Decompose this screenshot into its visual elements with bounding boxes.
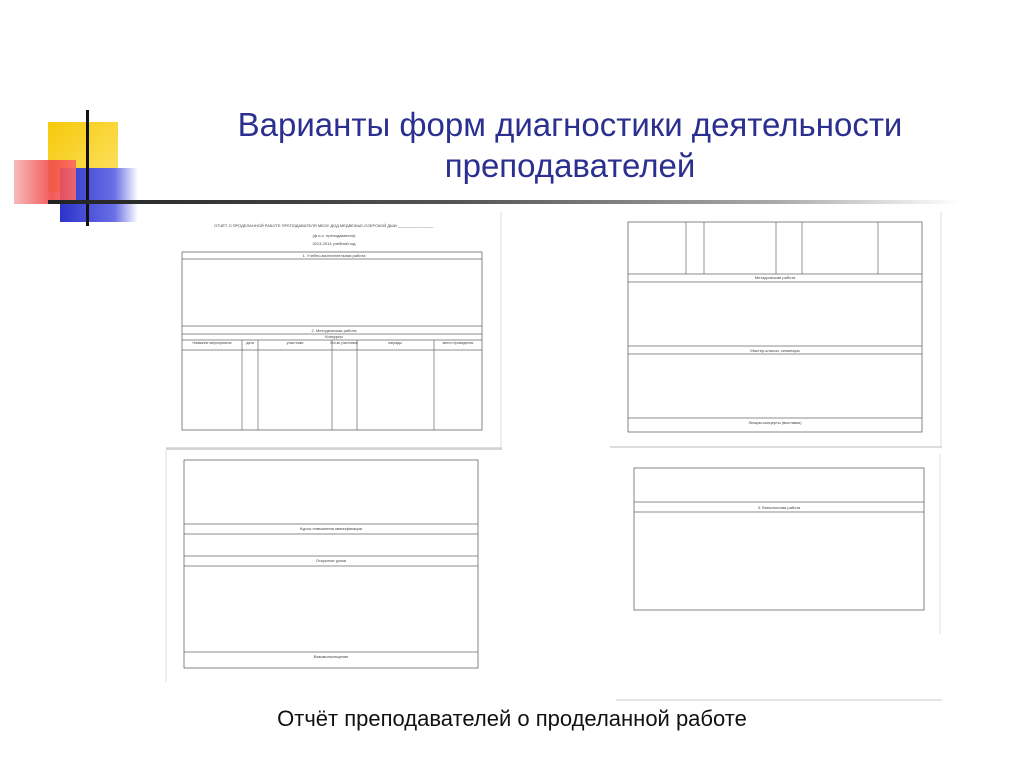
form-scan-2 — [608, 210, 944, 450]
form-scan-2-drawing — [608, 210, 944, 450]
form-3-section-visits: Взаимопосещение — [313, 654, 349, 659]
slide-title-line-2: преподавателей — [444, 147, 696, 184]
form-1-col-5: награды — [388, 341, 402, 345]
decor-red-square — [14, 160, 76, 204]
form-2-section-method: Методическая работа — [754, 275, 796, 280]
form-scan-3-drawing — [164, 448, 504, 684]
form-1-col-2: дата — [246, 341, 254, 345]
form-1-year: 2013-2014 учебный год — [312, 241, 356, 246]
form-scan-4-drawing — [608, 448, 944, 702]
form-1-heading: ОТЧЁТ О ПРОДЕЛАННОЙ РАБОТЕ ПРЕПОДАВАТЕЛЯ МБОУ ДОД МЕДВЕЖЬЕ-ОЗЕРСКОЙ ДШИ ________________ — [214, 223, 434, 228]
form-1-section-2: 2. Методическая работа — [311, 328, 357, 333]
form-1-col-3: участники — [286, 341, 304, 345]
form-1-col-1: Название мероприятия — [192, 341, 232, 345]
form-1-col-6: место проведения — [442, 341, 474, 345]
form-1-col-4: Кол-во участников — [330, 341, 358, 345]
form-scan-3 — [164, 448, 504, 684]
form-3-section-lessons: Открытые уроки — [315, 558, 347, 563]
form-1-subsection: Конкурсы — [325, 334, 343, 339]
form-scan-4 — [608, 448, 944, 702]
form-4-section-extra: 3. Внеклассная работа — [757, 505, 801, 510]
form-scan-1 — [164, 210, 504, 450]
form-2-section-concerts: Лекции-концерты (выставки) — [748, 420, 802, 425]
decor-vertical-line — [86, 110, 89, 226]
slide-caption: Отчёт преподавателей о проделанной работе — [277, 706, 747, 731]
form-2-section-master: Мастер-классы, семинары — [750, 348, 800, 353]
form-3-section-courses: Курсы повышения квалификации — [299, 526, 363, 531]
form-scan-1-drawing — [164, 210, 504, 450]
form-1-subheading: (ф.и.о. преподавателя) — [312, 233, 356, 238]
slide-title-line-1: Варианты форм диагностики деятельности — [237, 106, 903, 143]
slide-title — [200, 104, 940, 186]
form-1-section-1: 1. Учебно-воспитательная работа — [302, 253, 366, 258]
title-divider-line — [48, 200, 960, 204]
